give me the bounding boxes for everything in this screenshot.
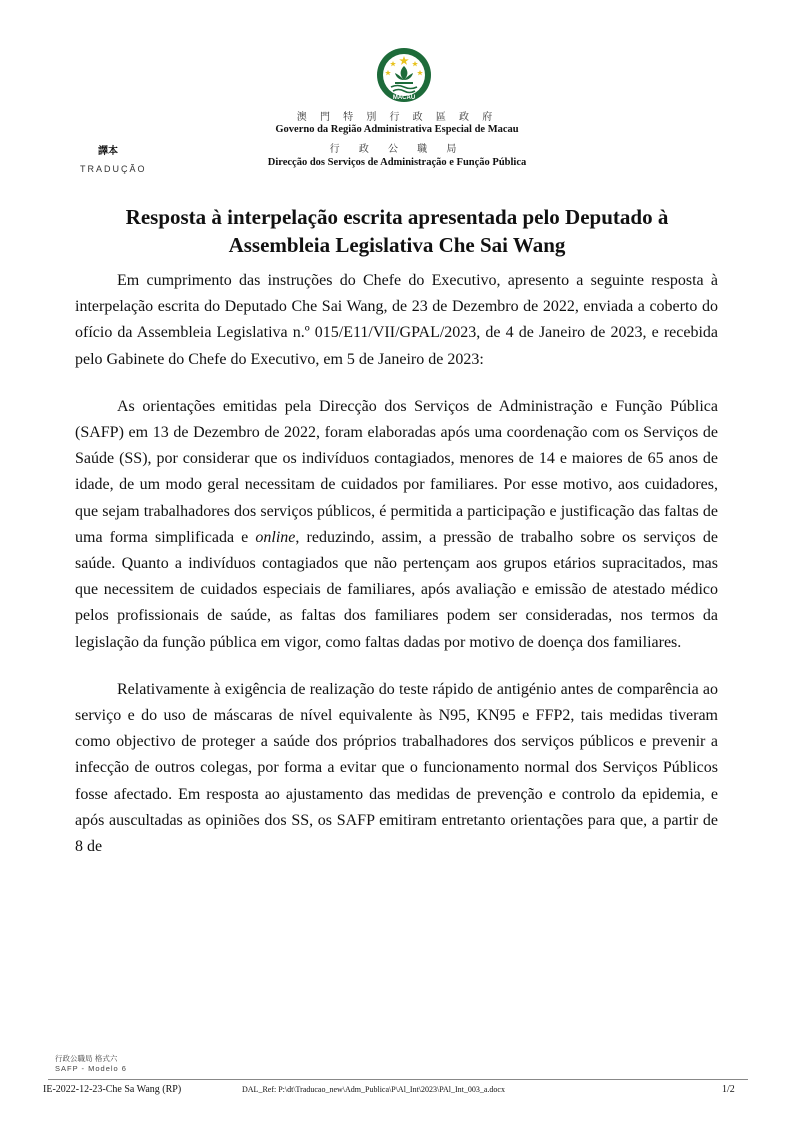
form-model-label: SAFP - Modelo 6 [55,1064,127,1073]
macau-emblem-icon [371,46,437,106]
paragraph-2-part-a: As orientações emitidas pela Direcção dos Serviços de Administração e Função Pública (SAFP) em 13 de Dezembro de 2022, foram elaboradas após uma coordenação com os Serviços de Saúde (SS), por considerar que os indivíduos contagiados, menores de 14 e maiores de 65 anos de idade, de um modo geral necessitam de cuidados por familiares. Por esse motivo, aos cuidadores, que sejam trabalhadores dos serviços públicos, é permitida a participação e justificação das faltas de uma forma simplificada e [75,397,718,546]
translation-copy-mark: 譯本 [98,146,118,157]
online-emphasis: online [255,528,296,546]
paragraph-2 [75,394,718,656]
footer-divider [48,1079,748,1080]
title-line-2: Assembleia Legislativa Che Sai Wang [228,233,566,257]
government-name-chinese: 澳 門 特 別 行 政 區 政 府 [296,112,498,123]
document-reference: IE-2022-12-23-Che Sa Wang (RP) [43,1084,182,1095]
document-title [60,203,734,259]
bureau-name-portuguese: Direcção dos Serviços de Administração e Função Pública [267,157,527,168]
form-label-chinese: 行政公職局 格式六 [55,1054,118,1063]
paragraph-1: Em cumprimento das instruções do Chefe do Executivo, apresento a seguinte resposta à interpelação escrita do Deputado Che Sai Wang, de 23 de Dezembro de 2022, enviada a coberto do ofício da Assembleia Legislativa n.º 015/E11/VII/GPAL/2023, de 4 de Janeiro de 2023, e recebida pelo Gabinete do Chefe do Executivo, em 5 de Janeiro de 2023: [75,272,718,368]
translation-label: TRADUÇÃO [80,164,147,174]
paragraph-2-part-b: , reduzindo, assim, a pressão de trabalho sobre os serviços de saúde. Quanto a indivíduos contagiados que não pertençam aos grupos etários supracitados, mas que necessitem de cuidados especiais de familiares, após avaliação e emissão de atestado médico pelos profissionais de saúde, as faltas dos familiares podem ser consideradas, nos termos da legislação da função pública em vigor, como faltas dadas por motivo de doença dos familiares. [75,528,719,651]
document-body [75,268,718,881]
paragraph-3: Relativamente à exigência de realização do teste rápido de antigénio antes de comparência ao serviço e do uso de máscaras de nível equivalente às N95, KN95 e FFP2, tais medidas tiveram como objectivo de proteger a saúde dos próprios trabalhadores dos serviços públicos e prevenir a infecção de outros colegas, por forma a evitar que o funcionamento normal dos Serviços Públicos fosse afectado. Em resposta ao ajustamento das medidas de prevenção e controlo da epidemia, e após auscultadas as opiniões dos SS, os SAFP emitiram entretanto orientações para que, a partir de 8 de [75,680,718,856]
file-path-reference: DAL_Ref: P:\dt\Traducao_new\Adm_Publica\P\Al_Int\2023\PAl_Int_003_a.docx [242,1085,505,1094]
emblem-text: MACAU [392,95,416,101]
title-line-1: Resposta à interpelação escrita apresentada pelo Deputado à [125,205,669,229]
page-number: 1/2 [722,1084,735,1095]
government-name-portuguese: Governo da Região Administrativa Especial de Macau [275,124,519,135]
bureau-name-chinese: 行 政 公 職 局 [329,144,465,155]
